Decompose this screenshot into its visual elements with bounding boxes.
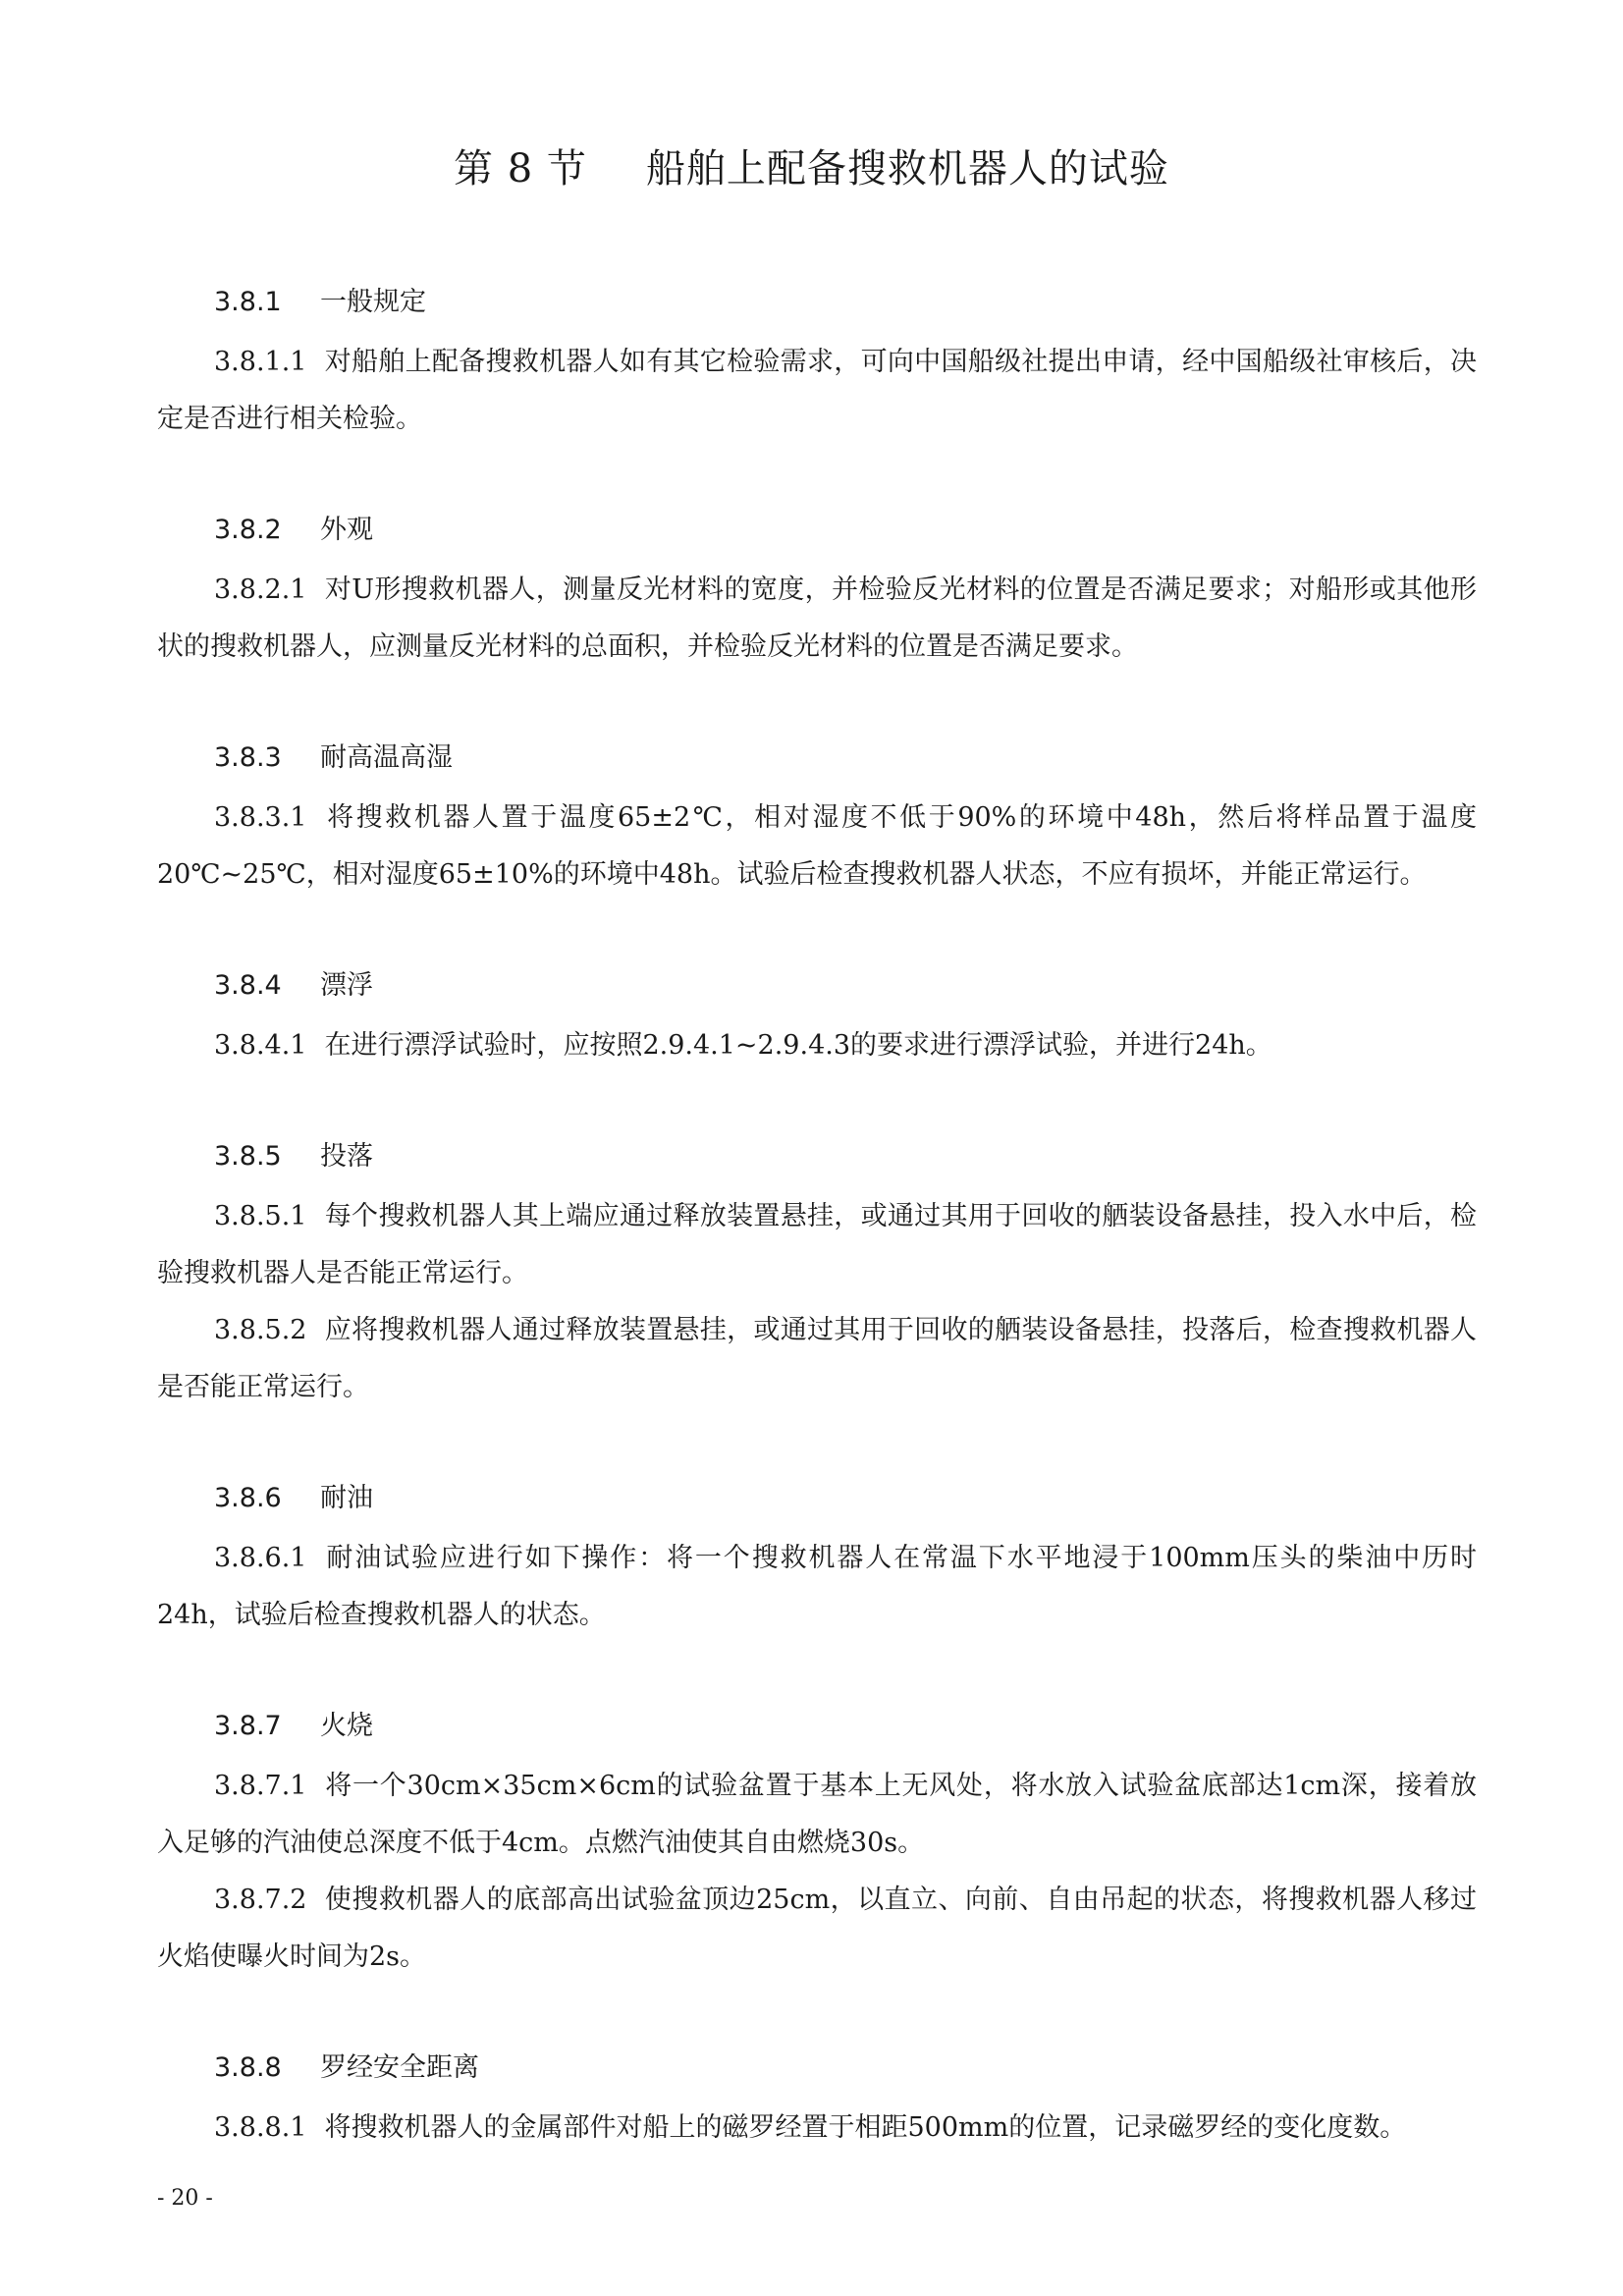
section-title: 漂浮 <box>320 970 373 1001</box>
clause-number: 3.8.4.1 <box>214 1030 307 1061</box>
chapter-title <box>0 137 1623 193</box>
clause-paragraph <box>157 334 1477 448</box>
section-title: 投落 <box>320 1141 373 1172</box>
section-number: 3.8.1 <box>214 287 282 317</box>
section-number: 3.8.5 <box>214 1141 282 1172</box>
section-3-8-2 <box>157 511 1477 676</box>
clause-text: 使搜救机器人的底部高出试验盆顶边25cm，以直立、向前、自由吊起的状态，将搜救机器人移过火焰使曝火时间为2s。 <box>157 1885 1477 1972</box>
clause-text: 将搜救机器人的金属部件对船上的磁罗经置于相距500mm的位置，记录磁罗经的变化度数。 <box>324 2112 1407 2143</box>
section-title: 耐油 <box>320 1483 373 1513</box>
section-3-8-7 <box>157 1707 1477 1986</box>
clause-paragraph <box>157 562 1477 676</box>
section-3-8-3 <box>157 738 1477 903</box>
section-heading <box>157 1479 1477 1518</box>
clause-paragraph <box>157 1872 1477 1986</box>
clause-number: 3.8.7.2 <box>214 1885 307 1915</box>
section-number: 3.8.4 <box>214 970 282 1001</box>
section-heading <box>157 511 1477 550</box>
section-number: 3.8.6 <box>214 1483 282 1513</box>
clause-text: 应将搜救机器人通过释放装置悬挂，或通过其用于回收的舾装设备悬挂，投落后，检查搜救机器人是否能正常运行。 <box>157 1315 1477 1402</box>
section-3-8-6 <box>157 1479 1477 1644</box>
clause-text: 对船舶上配备搜救机器人如有其它检验需求，可向中国船级社提出申请，经中国船级社审核后，决定是否进行相关检验。 <box>157 347 1477 434</box>
section-number: 3.8.3 <box>214 742 282 773</box>
clause-text: 将一个30cm×35cm×6cm的试验盆置于基本上无风处，将水放入试验盆底部达1cm深，接着放入足够的汽油使总深度不低于4cm。点燃汽油使其自由燃烧30s。 <box>157 1771 1477 1858</box>
clause-number: 3.8.2.1 <box>214 574 307 605</box>
clause-number: 3.8.5.2 <box>214 1315 307 1345</box>
clause-text: 在进行漂浮试验时，应按照2.9.4.1~2.9.4.3的要求进行漂浮试验，并进行24h。 <box>324 1030 1272 1061</box>
clause-paragraph <box>157 1017 1477 1074</box>
clause-paragraph <box>157 1758 1477 1872</box>
clause-number: 3.8.3.1 <box>214 802 307 833</box>
section-title: 外观 <box>320 515 373 545</box>
section-title: 火烧 <box>320 1711 373 1741</box>
clause-text: 每个搜救机器人其上端应通过释放装置悬挂，或通过其用于回收的舾装设备悬挂，投入水中后，检验搜救机器人是否能正常运行。 <box>157 1201 1477 1288</box>
section-heading <box>157 738 1477 778</box>
section-heading <box>157 966 1477 1006</box>
section-heading <box>157 1707 1477 1746</box>
chapter-label: 第 8 节 <box>454 146 587 191</box>
page-number: - 20 - <box>157 2186 213 2211</box>
clause-number: 3.8.6.1 <box>214 1543 307 1573</box>
section-number: 3.8.2 <box>214 515 282 545</box>
clause-number: 3.8.7.1 <box>214 1771 307 1801</box>
section-heading <box>157 283 1477 322</box>
section-3-8-4 <box>157 966 1477 1074</box>
clause-paragraph <box>157 1188 1477 1302</box>
section-number: 3.8.7 <box>214 1711 282 1741</box>
chapter-title-text: 船舶上配备搜救机器人的试验 <box>645 146 1169 191</box>
section-title: 耐高温高湿 <box>320 742 453 773</box>
clause-number: 3.8.1.1 <box>214 347 307 377</box>
clause-paragraph <box>157 2100 1477 2157</box>
clause-text: 耐油试验应进行如下操作：将一个搜救机器人在常温下水平地浸于100mm压头的柴油中历时24h，试验后检查搜救机器人的状态。 <box>157 1543 1477 1630</box>
section-title: 罗经安全距离 <box>320 2052 479 2083</box>
clause-paragraph <box>157 1530 1477 1644</box>
document-body <box>157 283 1477 2219</box>
section-heading <box>157 2049 1477 2088</box>
clause-number: 3.8.5.1 <box>214 1201 307 1231</box>
section-heading <box>157 1137 1477 1176</box>
clause-paragraph <box>157 1302 1477 1416</box>
section-title: 一般规定 <box>320 287 426 317</box>
clause-text: 对U形搜救机器人，测量反光材料的宽度，并检验反光材料的位置是否满足要求；对船形或其他形状的搜救机器人，应测量反光材料的总面积，并检验反光材料的位置是否满足要求。 <box>157 574 1477 662</box>
section-3-8-8 <box>157 2049 1477 2157</box>
section-number: 3.8.8 <box>214 2052 282 2083</box>
section-3-8-1 <box>157 283 1477 448</box>
clause-number: 3.8.8.1 <box>214 2112 307 2143</box>
clause-paragraph <box>157 790 1477 903</box>
section-3-8-5 <box>157 1137 1477 1416</box>
clause-text: 将搜救机器人置于温度65±2℃，相对湿度不低于90%的环境中48h，然后将样品置于温度20℃~25℃，相对湿度65±10%的环境中48h。试验后检查搜救机器人状态，不应有损坏，并能正常运行。 <box>157 802 1477 890</box>
